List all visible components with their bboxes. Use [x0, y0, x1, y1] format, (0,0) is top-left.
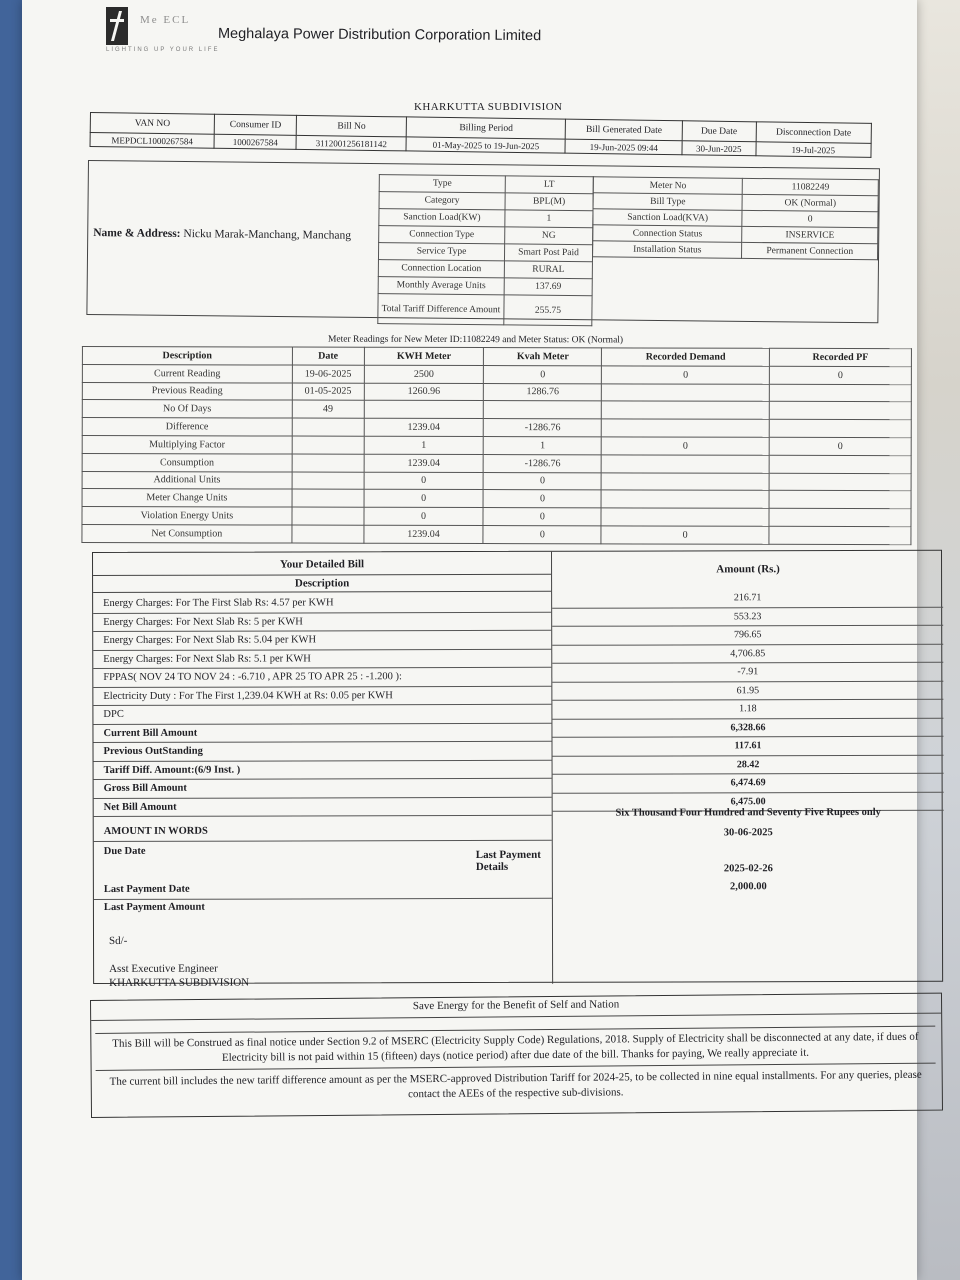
readings-cell: 0 [769, 366, 911, 384]
readings-cell: Consumption [82, 453, 292, 471]
last-payment-amount-label: Last Payment Amount [103, 901, 205, 913]
readings-cell [769, 455, 911, 473]
bill-description-column [93, 552, 552, 989]
name-address [93, 227, 351, 242]
table-row [82, 364, 911, 384]
readings-cell: 0 [364, 490, 484, 508]
readings-column-header: KWH Meter [364, 347, 484, 365]
readings-cell: 0 [769, 437, 911, 455]
readings-column-header: Description [82, 347, 292, 365]
bill-line-description: Energy Charges: For Next Slab Rs: 5.04 per KWH [93, 631, 551, 651]
readings-cell: 1239.04 [364, 418, 484, 436]
bill-generated-date: 19-Jun-2025 09:44 [565, 139, 682, 155]
readings-cell: Current Reading [82, 364, 292, 382]
readings-cell: 1239.04 [364, 525, 484, 543]
last-payment-header: Last Payment Details [475, 848, 541, 873]
detail-key: Sanction Load(KW) [379, 209, 505, 227]
readings-cell: Additional Units [82, 471, 292, 489]
readings-cell: Multiplying Factor [82, 435, 292, 453]
bill-line-amount: 4,706.85 [552, 644, 943, 664]
header-cell: Bill No [296, 115, 406, 137]
bill-line-amount: 796.65 [552, 626, 943, 646]
detail-value: 255.75 [504, 295, 592, 326]
meter-key: Sanction Load(KVA) [593, 209, 743, 227]
due-date-value: 30-06-2025 [723, 827, 773, 839]
amount-header: Amount (Rs.) [716, 563, 780, 576]
detail-key: Category [379, 192, 505, 210]
meter-readings-title: Meter Readings for New Meter ID:11082249 and Meter Status: OK (Normal) [327, 334, 624, 346]
readings-cell [769, 508, 911, 526]
readings-cell: 0 [601, 526, 769, 544]
readings-cell: 0 [483, 526, 601, 544]
bill-line-description: Previous OutStanding [94, 742, 552, 762]
readings-cell [292, 454, 364, 472]
readings-cell [601, 508, 769, 526]
readings-cell: -1286.76 [484, 454, 602, 472]
readings-cell [602, 383, 770, 401]
detail-value: 1 [505, 210, 593, 228]
bill-line-amount: 216.71 [552, 589, 943, 609]
readings-cell: 1286.76 [484, 383, 602, 401]
table-row [82, 382, 911, 402]
save-energy-slogan: Save Energy for the Benefit of Self and Nation [91, 996, 941, 1021]
header-cell: Bill Generated Date [566, 119, 683, 141]
meter-value: Permanent Connection [742, 242, 878, 259]
readings-cell: Meter Change Units [82, 489, 292, 507]
footer-notices [90, 993, 943, 1118]
readings-cell [769, 419, 911, 437]
bill-line-amount: 553.23 [552, 607, 943, 627]
detail-key: Monthly Average Units [378, 277, 504, 295]
readings-cell: No Of Days [82, 400, 292, 418]
table-row [82, 453, 911, 473]
readings-cell [769, 384, 911, 402]
readings-cell: Previous Reading [82, 382, 292, 400]
readings-cell: 0 [483, 508, 601, 526]
amount-in-words: Six Thousand Four Hundred and Seventy Five Rupees only [615, 806, 881, 819]
header-cell: VAN NO [90, 113, 214, 135]
readings-cell: 2500 [364, 365, 484, 383]
bill-title: Your Detailed Bill [279, 558, 365, 571]
readings-cell: 1 [484, 437, 602, 455]
meter-value: INSERVICE [742, 226, 878, 243]
meter-readings-section [82, 327, 912, 541]
detail-value: RURAL [504, 261, 592, 279]
readings-cell [601, 455, 769, 473]
bill-amount-column [551, 551, 944, 984]
readings-column-header: Date [292, 347, 364, 365]
readings-cell [364, 401, 484, 419]
detail-key: Total Tariff Difference Amount [378, 294, 504, 325]
connection-details-table [377, 174, 594, 326]
readings-cell: Difference [82, 418, 292, 436]
disconnection-date: 19-Jul-2025 [756, 142, 872, 158]
readings-cell: Violation Energy Units [82, 507, 292, 525]
table-row [82, 524, 911, 544]
meter-value: 11082249 [743, 178, 879, 195]
name-address-value: Nicku Marak-Manchang, Manchang [183, 228, 352, 242]
bill-line-description: Energy Charges: For The First Slab Rs: 4.57 per KWH [93, 594, 551, 614]
billing-period: 01-May-2025 to 19-Jun-2025 [406, 137, 565, 153]
due-date: 30-Jun-2025 [682, 141, 756, 156]
meter-details-table [592, 176, 879, 260]
readings-cell: 0 [484, 365, 602, 383]
header-cell: Billing Period [406, 117, 566, 139]
description-header: Description [93, 574, 551, 593]
readings-cell [292, 436, 364, 454]
readings-cell [292, 525, 364, 543]
consumer-details-box [86, 160, 880, 323]
bill-line-amount: 6,474.69 [553, 774, 944, 794]
readings-cell: Net Consumption [82, 524, 292, 542]
readings-cell: 0 [364, 472, 484, 490]
table-row [82, 471, 911, 491]
bill-line-amount: 61.95 [552, 681, 943, 701]
last-payment-amount-value: 2,000.00 [729, 881, 767, 893]
bill-line-amount: -7.91 [552, 663, 943, 683]
consumer-id: 1000267584 [214, 134, 296, 149]
header-cell: Disconnection Date [756, 122, 872, 144]
name-address-label: Name & Address: [93, 227, 181, 240]
company-name: Meghalaya Power Distribution Corporation Limited [217, 25, 542, 45]
meter-key: Installation Status [593, 241, 743, 259]
bill-line-description: Tariff Diff. Amount:(6/9 Inst. ) [94, 760, 552, 780]
readings-cell: 1260.96 [364, 383, 484, 401]
readings-cell [292, 507, 364, 525]
readings-cell [292, 418, 364, 436]
bill-line-amount: 1.18 [552, 700, 943, 720]
bill-line-description: Energy Charges: For Next Slab Rs: 5.1 per KWH [93, 649, 551, 669]
readings-cell: 1 [364, 436, 484, 454]
bill-line-description: Net Bill Amount [94, 797, 552, 817]
last-payment-date-value: 2025-02-26 [723, 863, 773, 875]
bill-line-description: FPPAS( NOV 24 TO NOV 24 : -6.710 , APR 25 TO APR 25 : -1.200 ): [93, 668, 551, 688]
readings-cell: 0 [484, 472, 602, 490]
detailed-bill-section [92, 550, 943, 989]
readings-cell: 49 [292, 400, 364, 418]
readings-cell [769, 402, 911, 420]
due-date-label: Due Date [103, 845, 146, 857]
table-row [82, 418, 911, 438]
readings-cell [769, 491, 911, 509]
detail-key: Connection Location [378, 260, 504, 278]
bill-line-amount: 6,328.66 [552, 718, 943, 738]
readings-column-header: Recorded PF [770, 348, 912, 366]
amount-in-words-label: AMOUNT IN WORDS [94, 822, 552, 842]
readings-cell: 01-05-2025 [292, 383, 364, 401]
subdivision-title: KHARKUTTA SUBDIVISION [414, 101, 563, 113]
van-no: MEPDCL1000267584 [90, 133, 214, 149]
detail-value: BPL(M) [505, 193, 593, 211]
meter-value: OK (Normal) [742, 194, 878, 211]
disconnection-notice: This Bill will be Construed as final notice under Section 9.2 of MSERC (Electricity Supply Code) Regulations, 2018. Supply of Electricity shall be disconnected at any date, if dues of Electricity bill is not paid within 15 (fifteen) days (notice period) after due date of the bill. Thanks for paying, We really appreciate it. [95, 1026, 935, 1071]
account-header-table [90, 112, 872, 158]
bill-line-description: Energy Charges: For Next Slab Rs: 5 per KWH [93, 612, 551, 632]
readings-cell: 0 [602, 437, 770, 455]
detail-value: 137.69 [504, 278, 592, 296]
readings-cell: 0 [484, 490, 602, 508]
readings-cell: 0 [364, 507, 484, 525]
bill-line-description: Gross Bill Amount [94, 779, 552, 799]
table-row [82, 400, 911, 420]
readings-cell [602, 401, 770, 419]
readings-cell: 0 [602, 366, 770, 384]
detail-value: LT [505, 176, 593, 194]
readings-cell [484, 401, 602, 419]
signatory-title: Asst Executive Engineer [109, 962, 218, 975]
bill-line-amount: 6,475.00 [553, 792, 944, 812]
readings-cell [769, 526, 911, 544]
logo-tagline: LIGHTING UP YOUR LIFE [106, 47, 220, 53]
detail-value: NG [505, 227, 593, 245]
meter-key: Bill Type [593, 193, 743, 211]
last-payment-date-label: Last Payment Date [94, 880, 552, 900]
readings-cell [292, 472, 364, 490]
tariff-notice: The current bill includes the new tariff difference amount as per the MSERC-approved Distribution Tariff for 2024-25, to be collected in nine equal installments. For any queries, please contact the AEEs of the respective sub-divisions. [109, 1068, 922, 1101]
readings-cell: -1286.76 [484, 419, 602, 437]
meter-key: Connection Status [593, 225, 743, 243]
logo-name: Me ECL [140, 14, 191, 26]
detail-key: Type [379, 175, 505, 193]
detail-key: Connection Type [379, 226, 505, 244]
meter-value: 0 [742, 210, 878, 227]
bill-line-description: DPC [93, 705, 551, 725]
table-row [82, 489, 911, 509]
readings-cell: 1239.04 [364, 454, 484, 472]
table-row [82, 435, 911, 455]
readings-cell [601, 490, 769, 508]
readings-cell [602, 419, 770, 437]
meter-readings-table [81, 346, 912, 545]
table-row [82, 507, 911, 527]
readings-cell [292, 489, 364, 507]
bill-line-description: Electricity Duty : For The First 1,239.04 KWH at Rs: 0.05 per KWH [93, 686, 551, 706]
detail-key: Service Type [378, 243, 504, 261]
header-cell: Consumer ID [214, 114, 296, 135]
bill-line-description: Current Bill Amount [93, 723, 551, 743]
header-cell: Due Date [682, 121, 756, 142]
signature: Sd/- [109, 934, 128, 947]
readings-column-header: Kvah Meter [484, 348, 602, 366]
meter-key: Meter No [593, 177, 743, 195]
bill-document [22, 0, 922, 1280]
company-logo-icon [106, 7, 128, 45]
readings-cell: 19-06-2025 [292, 365, 364, 383]
signatory-office: KHARKUTTA SUBDIVISION [109, 976, 250, 989]
readings-cell [601, 472, 769, 490]
readings-cell [769, 473, 911, 491]
bill-no: 3112001256181142 [296, 135, 406, 151]
bill-line-amount: 117.61 [552, 737, 943, 757]
readings-column-header: Recorded Demand [602, 348, 770, 366]
bill-line-amount: 28.42 [553, 755, 944, 775]
detail-value: Smart Post Paid [504, 244, 592, 262]
